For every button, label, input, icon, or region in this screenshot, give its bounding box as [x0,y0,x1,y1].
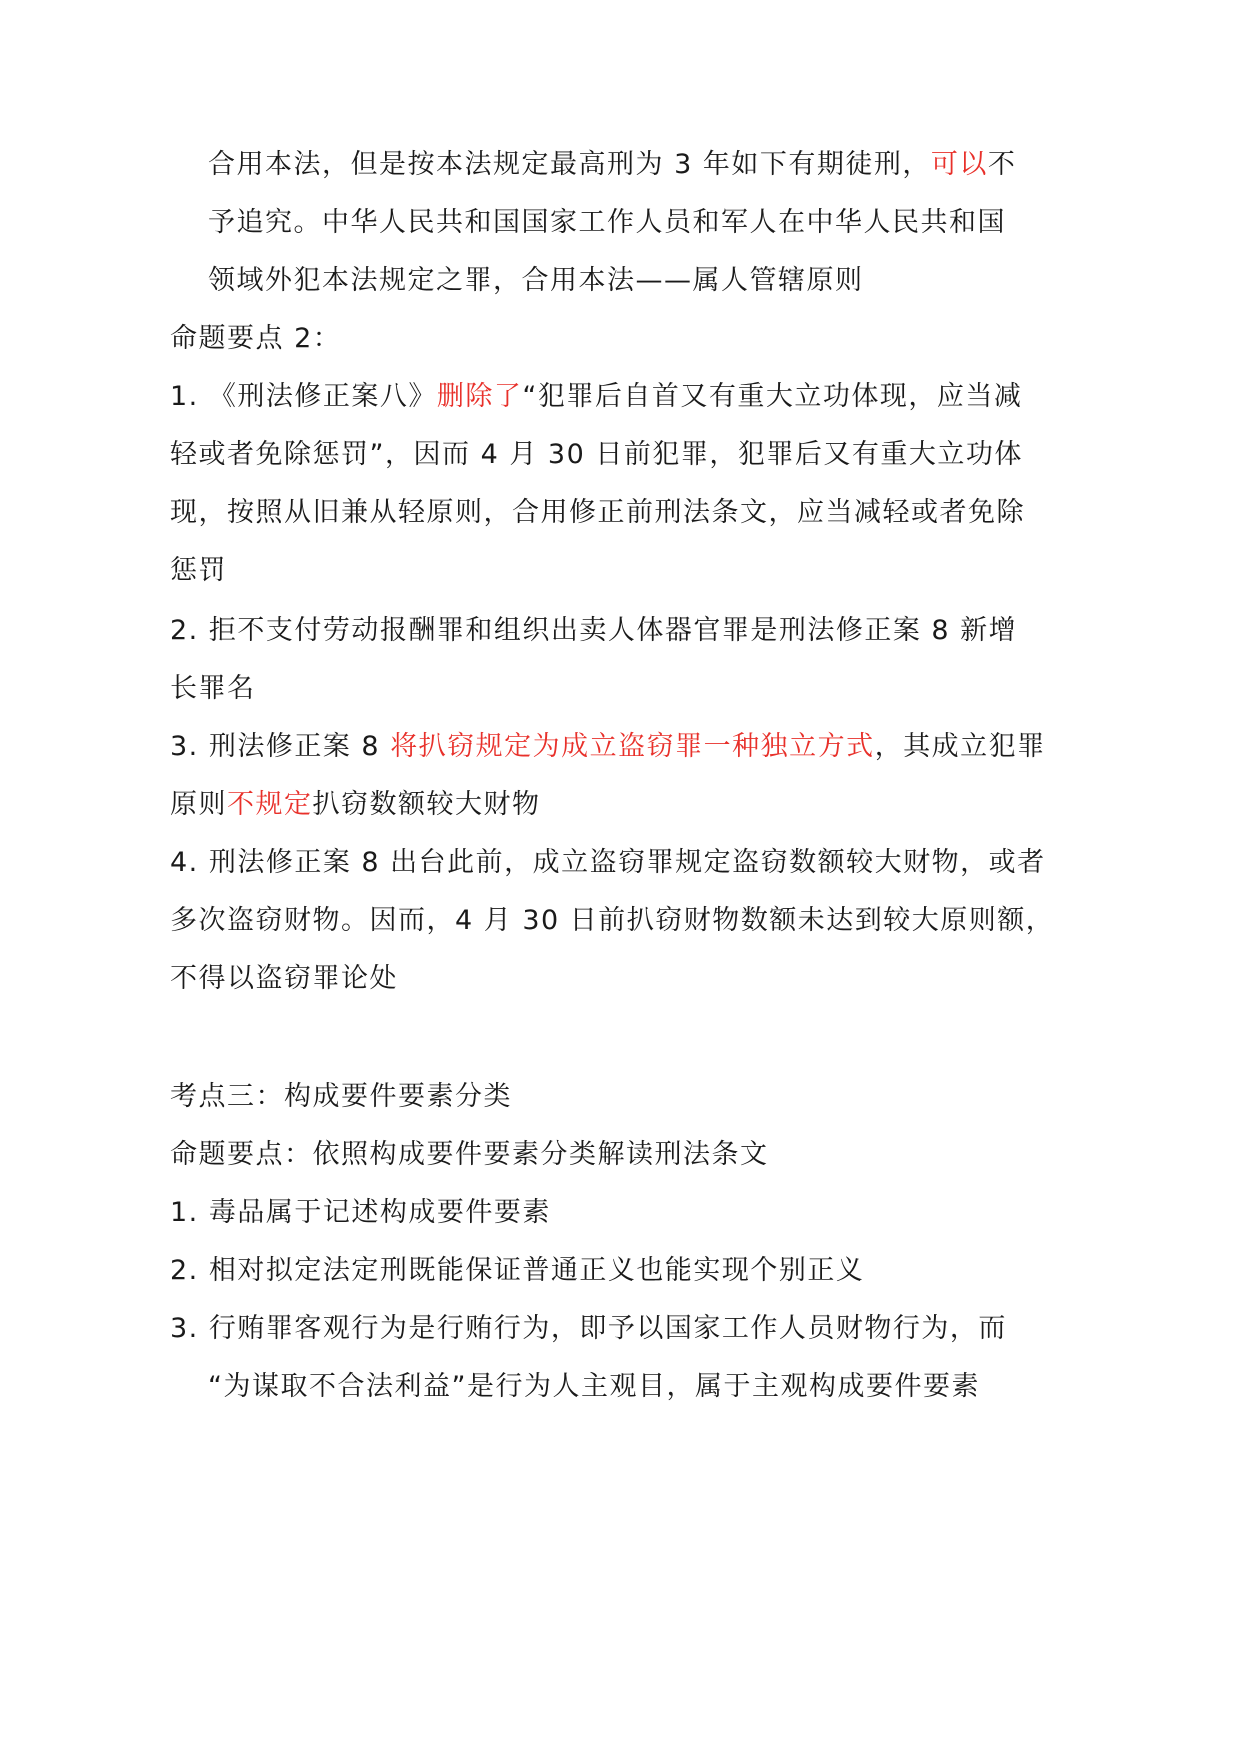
text-line [208,148,1016,182]
text-line [170,496,1025,530]
highlighted-text: 删除了 [436,381,523,412]
text-run: 命题要点：依照构成要件要素分类解读刑法条文 [170,1139,769,1170]
list-item [170,380,1022,414]
highlighted-text: 可以 [930,149,988,180]
text-run: 3. 行贿罪客观行为是行贿行为，即予以国家工作人员财物行为，而 [170,1313,1007,1344]
section-heading [170,1080,512,1114]
text-run: 不得以盗窃罪论处 [170,963,398,994]
text-run: 1. 毒品属于记述构成要件要素 [170,1197,551,1228]
text-line [170,962,398,996]
text-run: 惩罚 [170,555,227,586]
text-run: ，其成立犯罪 [874,731,1046,762]
text-line [170,554,227,588]
text-run: 长罪名 [170,673,256,704]
text-run: 予追究。中华人民共和国国家工作人员和军人在中华人民共和国 [208,207,1006,238]
text-line [208,206,1006,240]
text-run: 领域外犯本法规定之罪，合用本法——属人管辖原则 [208,265,864,296]
section-heading [170,1138,769,1172]
text-run: 考点三：构成要件要素分类 [170,1081,512,1112]
text-line [170,904,1054,938]
section-heading [170,322,341,356]
text-line [208,1370,980,1404]
text-run: 轻或者免除惩罚”，因而 4 月 30 日前犯罪，犯罪后又有重大立功体 [170,439,1023,470]
list-item [170,1254,864,1288]
text-run: 合用本法，但是按本法规定最高刑为 3 年如下有期徒刑， [208,149,931,180]
text-run: 多次盗窃财物。因而，4 月 30 日前扒窃财物数额未达到较大原则额， [170,905,1055,936]
text-run: “为谋取不合法利益”是行为人主观目，属于主观构成要件要素 [208,1371,980,1402]
text-run: “犯罪后自首又有重大立功体现，应当减 [522,381,1023,412]
list-item [170,1312,1007,1346]
text-run: 2. 相对拟定法定刑既能保证普通正义也能实现个别正义 [170,1255,865,1286]
text-run: 原则 [170,789,227,820]
highlighted-text: 不规定 [227,789,313,820]
text-run: 4. 刑法修正案 8 出台此前，成立盗窃罪规定盗窃数额较大财物，或者 [170,847,1046,878]
text-run: 1. 《刑法修正案八》 [170,381,437,412]
list-item [170,730,1046,764]
text-run: 不 [987,149,1017,180]
highlighted-text: 将扒窃规定为成立盗窃罪一种独立方式 [390,731,875,762]
text-run: 命题要点 2： [170,323,342,354]
text-run: 现，按照从旧兼从轻原则，合用修正前刑法条文，应当减轻或者免除 [170,497,1025,528]
text-line [170,438,1023,472]
text-run: 扒窃数额较大财物 [312,789,541,820]
text-run: 3. 刑法修正案 8 [170,731,391,762]
text-line [170,672,256,706]
list-item [170,614,1017,648]
list-item [170,1196,551,1230]
text-line [170,788,541,822]
text-run: 2. 拒不支付劳动报酬罪和组织出卖人体器官罪是刑法修正案 8 新增 [170,615,1018,646]
text-line [208,264,864,298]
list-item [170,846,1046,880]
